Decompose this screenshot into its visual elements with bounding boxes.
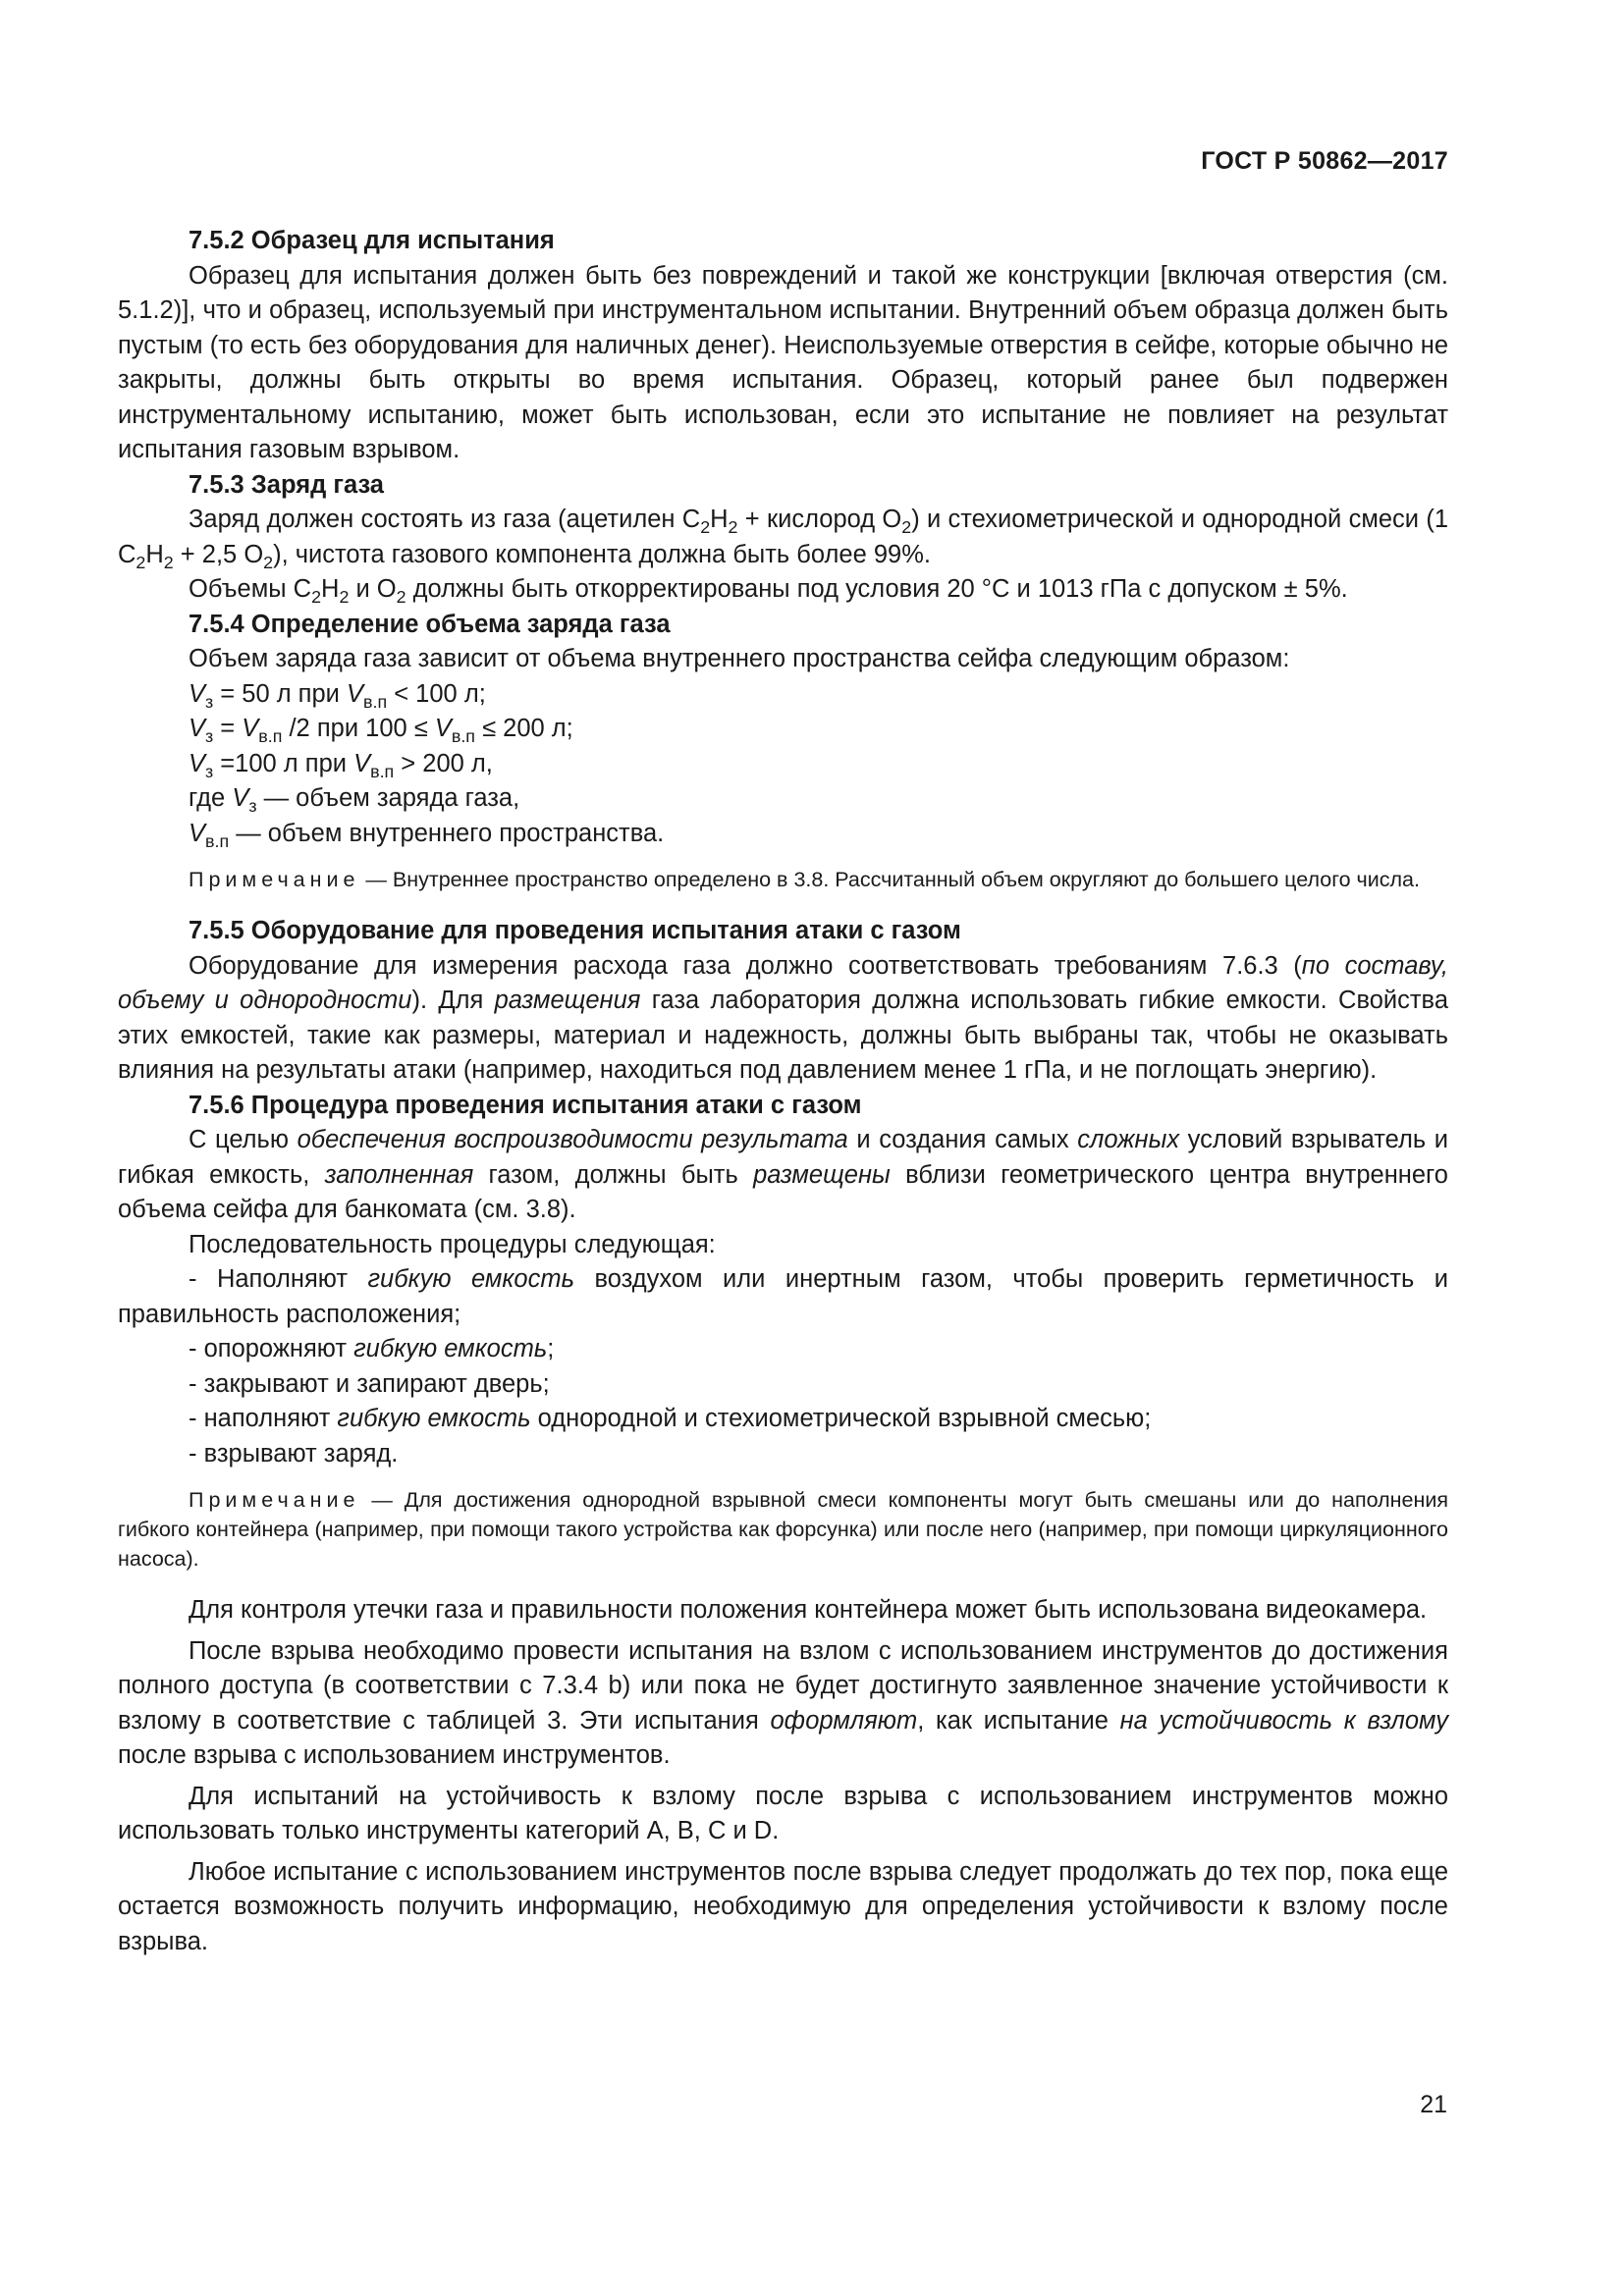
page-number: 21 xyxy=(1420,2091,1447,2118)
paragraph-continue-testing: Любое испытание с использованием инструментов после взрыва следует продолжать до тех пор, пока еще остается возможность получить информацию, необходимую для определения устойчивости к взлому после взрыва. xyxy=(118,1857,1448,1955)
section-heading-7-5-4: 7.5.4 Определение объема заряда газа xyxy=(189,610,671,638)
paragraph-tool-categories: Для испытаний на устойчивость к взлому после взрыва с использованием инструментов можно использовать только инструменты категорий А, В, С и D. xyxy=(118,1782,1448,1844)
paragraph-video-camera: Для контроля утечки газа и правильности положения контейнера может быть использована видеокамера. xyxy=(189,1596,1428,1624)
formula-where-2: $V_{в.п}$ — объем внутреннего пространства. xyxy=(189,819,665,851)
page-content xyxy=(118,224,1448,1959)
formula-line-2: $V_з = V_{в.п}$ /2 при $100 \le V_{в.п} \le 200$ л; xyxy=(189,715,573,747)
formula-line-3: $V_з =100$ л при $V_{в.п} > 200$ л, xyxy=(189,749,493,781)
list-item-detonate: - взрывают заряд. xyxy=(189,1439,399,1468)
section-heading-7-5-6: 7.5.6 Процедура проведения испытания атаки с газом xyxy=(189,1091,862,1119)
section-heading-7-5-5: 7.5.5 Оборудование для проведения испытания атаки с газом xyxy=(189,917,961,944)
formula-line-1: $V_з = 50$ л при $V_{в.п} < 100$ л; xyxy=(189,679,486,712)
section-heading-7-5-2: 7.5.2 Образец для испытания xyxy=(189,227,555,254)
paragraph-7-5-3-volumes: Объемы $C_2H_2$ и $O_2$ должны быть откорректированы под условия 20 °С и 1013 гПа с допуском ± 5%. xyxy=(189,575,1348,608)
note-7-5-6: Примечание — Для достижения однородной взрывной смеси компоненты могут быть смешаны или до наполнения гибкого контейнера (например, при помощи такого устройства как форсунка) или после него (например, при помощи циркуляционного насоса). xyxy=(118,1488,1448,1571)
note-7-5-4: Примечание — Внутреннее пространство определено в 3.8. Рассчитанный объем округляют до большего целого числа. xyxy=(189,868,1420,891)
formula-where-1: где $V_з$ — объем заряда газа, xyxy=(189,784,520,817)
list-item-close-door: - закрывают и запирают дверь; xyxy=(189,1369,550,1398)
paragraph-7-5-2: Образец для испытания должен быть без повреждений и такой же конструкции [включая отверстия (см. 5.1.2)], что и образец, используемый при инструментальном испытании. Внутренний объем образца должен быть пустым (то есть без оборудования для наличных денег). Неиспользуемые отверстия в сейфе, которые обычно не закрыты, должны быть открыты во время испытания. Образец, который ранее был подвержен инструментальному испытанию, может быть использован, если это испытание не повлияет на результат испытания газовым взрывом. xyxy=(118,261,1448,463)
paragraph-7-5-6-purpose: С целью обеспечения воспроизводимости результата и создания самых сложных условий взрыватель и гибкая емкость, заполненная газом, должны быть размещены вблизи геометрического центра внутреннего объема сейфа для банкомата (см. 3.8). xyxy=(118,1126,1448,1223)
list-item-fill-air: - Наполняют гибкую емкость воздухом или инертным газом, чтобы проверить герметичность и правильность расположения; xyxy=(118,1265,1449,1328)
document-id-header: ГОСТ Р 50862—2017 xyxy=(1201,147,1448,175)
paragraph-sequence-intro: Последовательность процедуры следующая: xyxy=(189,1230,716,1258)
section-heading-7-5-3: 7.5.3 Заряд газа xyxy=(189,470,384,499)
list-item-fill-mixture: - наполняют гибкую емкость однородной и стехиометрической взрывной смесью; xyxy=(189,1405,1152,1432)
paragraph-7-5-4-intro: Объем заряда газа зависит от объема внутреннего пространства сейфа следующим образом: xyxy=(189,645,1290,672)
paragraph-7-5-3-composition: Заряд должен состоять из газа (ацетилен $C_2H_2$ + кислород $O_2$) и стехиометрической и однородной смеси (1 $C_2H_2 + 2,5$ $O_2$), чистота газового компонента должна быть более 99%. xyxy=(118,506,1449,572)
paragraph-after-explosion: После взрыва необходимо провести испытания на взлом с использованием инструментов до достижения полного доступа (в соответствии с 7.3.4 b) или пока не будет достигнуто заявленное значение устойчивости к взлому в соответствие с таблицей 3. Эти испытания оформляют, как испытание на устойчивость к взлому после взрыва с использованием инструментов. xyxy=(118,1636,1448,1769)
paragraph-7-5-5: Оборудование для измерения расхода газа должно соответствовать требованиям 7.6.3 (по составу, объему и однородности). Для размещения газа лаборатория должна использовать гибкие емкости. Свойства этих емкостей, такие как размеры, материал и надежность, должны быть выбраны так, чтобы не оказывать влияния на результаты атаки (например, находиться под давлением менее 1 гПа, и не поглощать энергию). xyxy=(118,951,1449,1084)
list-item-empty: - опорожняют гибкую емкость; xyxy=(189,1335,555,1362)
